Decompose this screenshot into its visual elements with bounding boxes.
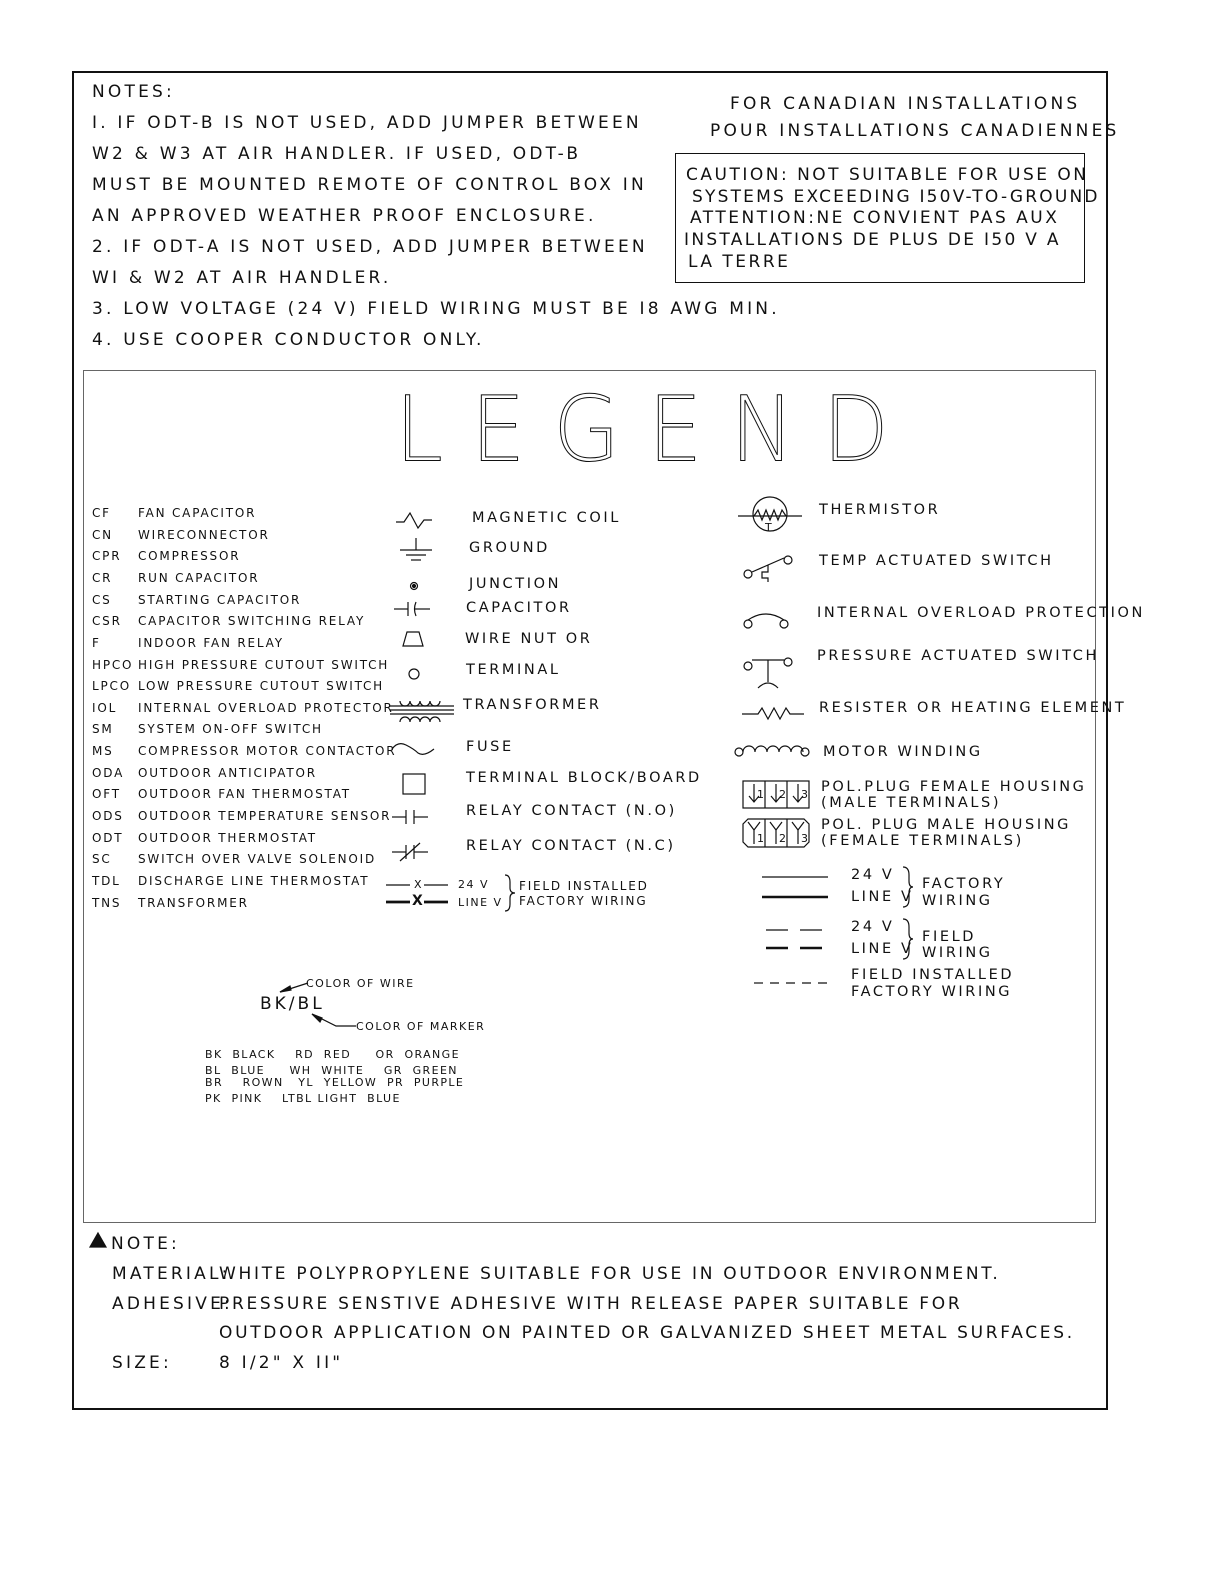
- caution-line: LA TERRE: [688, 252, 791, 272]
- color-code-row: BK BLACK RD RED OR ORANGE: [205, 1048, 460, 1061]
- pin-number: 3: [801, 832, 808, 845]
- field-installed-dashed-icon: [754, 978, 832, 988]
- color-code-row: BR ROWN YL YELLOW PR PURPLE: [205, 1076, 465, 1089]
- adhesive-text: PRESSURE SENSTIVE ADHESIVE WITH RELEASE PAPER SUITABLE FOR: [219, 1294, 963, 1314]
- wire-x-label: X: [412, 893, 426, 909]
- abbr-desc: COMPRESSOR: [138, 549, 241, 563]
- symbol-label: MOTOR WINDING: [823, 744, 983, 760]
- wire-24v-label: 24 V: [458, 878, 490, 891]
- brace-icon: [902, 866, 914, 908]
- brace-icon: [902, 918, 914, 960]
- abbr-code: CR: [92, 571, 113, 585]
- symbol-label: TRANSFORMER: [463, 697, 602, 713]
- wire-x-label: X: [414, 878, 424, 891]
- abbr-desc: SWITCH OVER VALVE SOLENOID: [138, 852, 376, 866]
- color-of-wire-label: COLOR OF WIRE: [306, 977, 415, 990]
- symbol-label: FUSE: [466, 739, 514, 755]
- caution-line: CAUTION: NOT SUITABLE FOR USE ON: [686, 165, 1089, 185]
- adhesive-label: ADHESIVE:: [112, 1294, 233, 1314]
- abbr-desc: COMPRESSOR MOTOR CONTACTOR: [138, 744, 397, 758]
- factory-label: FACTORY: [922, 876, 1006, 892]
- abbr-code: CN: [92, 528, 113, 542]
- abbr-desc: DISCHARGE LINE THERMOSTAT: [138, 874, 370, 888]
- color-code-row: PK PINK LTBL LIGHT BLUE: [205, 1092, 401, 1105]
- pin-number: 1: [757, 832, 764, 845]
- notes-header: NOTES:: [92, 82, 175, 102]
- plug-label: (FEMALE TERMINALS): [821, 833, 1024, 849]
- abbr-code: IOL: [92, 701, 118, 715]
- wiring-label: WIRING: [922, 893, 993, 909]
- wire-line-v-label: LINE V: [851, 889, 914, 905]
- junction-icon: [408, 580, 420, 592]
- abbr-desc: CAPACITOR SWITCHING RELAY: [138, 614, 366, 628]
- resistor-icon: [742, 706, 804, 720]
- transformer-icon: [388, 694, 456, 726]
- color-sample: BK/BL: [260, 994, 325, 1014]
- factory-wiring-label: FACTORY WIRING: [519, 894, 648, 908]
- wiring-label: WIRING: [922, 945, 993, 961]
- symbol-label: RELAY CONTACT (N.O): [466, 803, 677, 819]
- leader-arrow-icon: [310, 1012, 358, 1028]
- ground-icon: [398, 538, 434, 562]
- abbr-code: SC: [92, 852, 112, 866]
- bottom-note-header: NOTE:: [111, 1234, 180, 1254]
- symbol-label: TERMINAL BLOCK/BOARD: [466, 770, 702, 786]
- abbr-code: CSR: [92, 614, 122, 628]
- symbol-label: CAPACITOR: [466, 600, 572, 616]
- plug-label: POL.PLUG FEMALE HOUSING: [821, 779, 1087, 795]
- abbr-desc: OUTDOOR THERMOSTAT: [138, 831, 317, 845]
- relay-contact-no-icon: [392, 808, 428, 826]
- note-line: WI & W2 AT AIR HANDLER.: [92, 268, 392, 288]
- color-code-row: BL BLUE WH WHITE GR GREEN: [205, 1064, 458, 1077]
- plug-label: POL. PLUG MALE HOUSING: [821, 817, 1071, 833]
- wire-line-v-label: LINE V: [458, 896, 503, 909]
- abbr-code: MS: [92, 744, 114, 758]
- pin-number: 3: [801, 788, 808, 801]
- symbol-label: MAGNETIC COIL: [472, 510, 621, 526]
- internal-overload-icon: [742, 612, 792, 632]
- abbr-desc: RUN CAPACITOR: [138, 571, 260, 585]
- abbr-desc: STARTING CAPACITOR: [138, 593, 302, 607]
- factory-wiring-label: FACTORY WIRING: [851, 984, 1013, 1000]
- thermistor-letter: T: [765, 521, 772, 534]
- abbr-desc: WIRECONNECTOR: [138, 528, 270, 542]
- field-label: FIELD: [922, 929, 977, 945]
- abbr-code: TDL: [92, 874, 121, 888]
- color-of-marker-label: COLOR OF MARKER: [356, 1020, 486, 1033]
- abbr-code: OFT: [92, 787, 121, 801]
- terminal-icon: [407, 667, 421, 681]
- symbol-label: RELAY CONTACT (N.C): [466, 838, 676, 854]
- field-installed-label: FIELD INSTALLED: [851, 967, 1015, 983]
- pin-number: 2: [779, 832, 786, 845]
- symbol-label: TERMINAL: [466, 662, 561, 678]
- abbr-desc: HIGH PRESSURE CUTOUT SWITCH: [138, 658, 390, 672]
- fuse-icon: [392, 741, 434, 757]
- field-wiring-lines-icon: [762, 922, 830, 956]
- abbr-code: LPCO: [92, 679, 131, 693]
- note-line: AN APPROVED WEATHER PROOF ENCLOSURE.: [92, 206, 597, 226]
- capacitor-icon: [394, 600, 430, 618]
- symbol-label: GROUND: [469, 540, 550, 556]
- note-line: 4. USE COOPER CONDUCTOR ONLY.: [92, 330, 485, 350]
- symbol-label: PRESSURE ACTUATED SWITCH: [817, 648, 1099, 664]
- abbr-code: TNS: [92, 896, 122, 910]
- abbr-desc: OUTDOOR TEMPERATURE SENSOR: [138, 809, 392, 823]
- wire-24v-label: 24 V: [851, 867, 895, 883]
- abbr-code: CPR: [92, 549, 122, 563]
- leader-arrow-icon: [278, 980, 312, 994]
- warning-triangle-icon: [89, 1232, 107, 1248]
- abbr-code: SM: [92, 722, 114, 736]
- abbr-code: HPCO: [92, 658, 134, 672]
- symbol-label: TEMP ACTUATED SWITCH: [819, 553, 1054, 569]
- symbol-label: THERMISTOR: [819, 502, 941, 518]
- caution-line: ATTENTION:NE CONVIENT PAS AUX: [690, 208, 1060, 228]
- abbr-desc: LOW PRESSURE CUTOUT SWITCH: [138, 679, 385, 693]
- temp-actuated-switch-icon: [742, 550, 796, 584]
- size-label: SIZE:: [112, 1353, 172, 1373]
- motor-winding-icon: [734, 742, 810, 760]
- material-label: MATERIAL:: [112, 1264, 231, 1284]
- abbr-desc: SYSTEM ON-OFF SWITCH: [138, 722, 323, 736]
- note-line: 3. LOW VOLTAGE (24 V) FIELD WIRING MUST BE I8 AWG MIN.: [92, 299, 780, 319]
- legend-title: LEGEND: [395, 377, 917, 483]
- field-installed-label: FIELD INSTALLED: [519, 879, 649, 893]
- abbr-desc: OUTDOOR FAN THERMOSTAT: [138, 787, 351, 801]
- note-line: I. IF ODT-B IS NOT USED, ADD JUMPER BETWEEN: [92, 113, 642, 133]
- abbr-code: ODS: [92, 809, 124, 823]
- symbol-label: JUNCTION: [469, 576, 562, 592]
- note-line: W2 & W3 AT AIR HANDLER. IF USED, ODT-B: [92, 144, 582, 164]
- abbr-code: ODT: [92, 831, 124, 845]
- material-text: WHITE POLYPROPYLENE SUITABLE FOR USE IN OUTDOOR ENVIRONMENT.: [219, 1264, 1001, 1284]
- note-line: MUST BE MOUNTED REMOTE OF CONTROL BOX IN: [92, 175, 647, 195]
- symbol-label: WIRE NUT OR: [465, 631, 593, 647]
- plug-label: (MALE TERMINALS): [821, 795, 1002, 811]
- abbr-code: ODA: [92, 766, 125, 780]
- pin-number: 2: [779, 788, 786, 801]
- note-line: 2. IF ODT-A IS NOT USED, ADD JUMPER BETWEEN: [92, 237, 648, 257]
- canadian-title-fr: POUR INSTALLATIONS CANADIENNES: [710, 121, 1120, 141]
- abbr-code: F: [92, 636, 101, 650]
- terminal-block-icon: [402, 773, 426, 795]
- relay-contact-nc-icon: [392, 842, 428, 862]
- abbr-desc: FAN CAPACITOR: [138, 506, 257, 520]
- wire-24v-label: 24 V: [851, 919, 895, 935]
- brace-icon: [504, 874, 516, 912]
- abbr-desc: INDOOR FAN RELAY: [138, 636, 284, 650]
- wire-line-v-label: LINE V: [851, 941, 914, 957]
- abbr-desc: TRANSFORMER: [138, 896, 249, 910]
- abbr-desc: INTERNAL OVERLOAD PROTECTOR: [138, 701, 394, 715]
- pin-number: 1: [757, 788, 764, 801]
- abbr-code: CS: [92, 593, 112, 607]
- pressure-actuated-switch-icon: [742, 652, 796, 692]
- adhesive-text: OUTDOOR APPLICATION ON PAINTED OR GALVANIZED SHEET METAL SURFACES.: [219, 1323, 1075, 1343]
- canadian-title-en: FOR CANADIAN INSTALLATIONS: [730, 94, 1081, 114]
- magnetic-coil-icon: [396, 510, 432, 530]
- abbr-desc: OUTDOOR ANTICIPATOR: [138, 766, 317, 780]
- abbr-code: CF: [92, 506, 111, 520]
- factory-wiring-lines-icon: [762, 870, 830, 904]
- size-text: 8 I/2" X II": [219, 1353, 344, 1373]
- wire-nut-icon: [402, 631, 424, 647]
- symbol-label: INTERNAL OVERLOAD PROTECTION: [817, 605, 1145, 621]
- symbol-label: RESISTER OR HEATING ELEMENT: [819, 700, 1127, 716]
- caution-line: INSTALLATIONS DE PLUS DE I50 V A: [684, 230, 1061, 250]
- caution-line: SYSTEMS EXCEEDING I50V-TO-GROUND: [692, 187, 1100, 207]
